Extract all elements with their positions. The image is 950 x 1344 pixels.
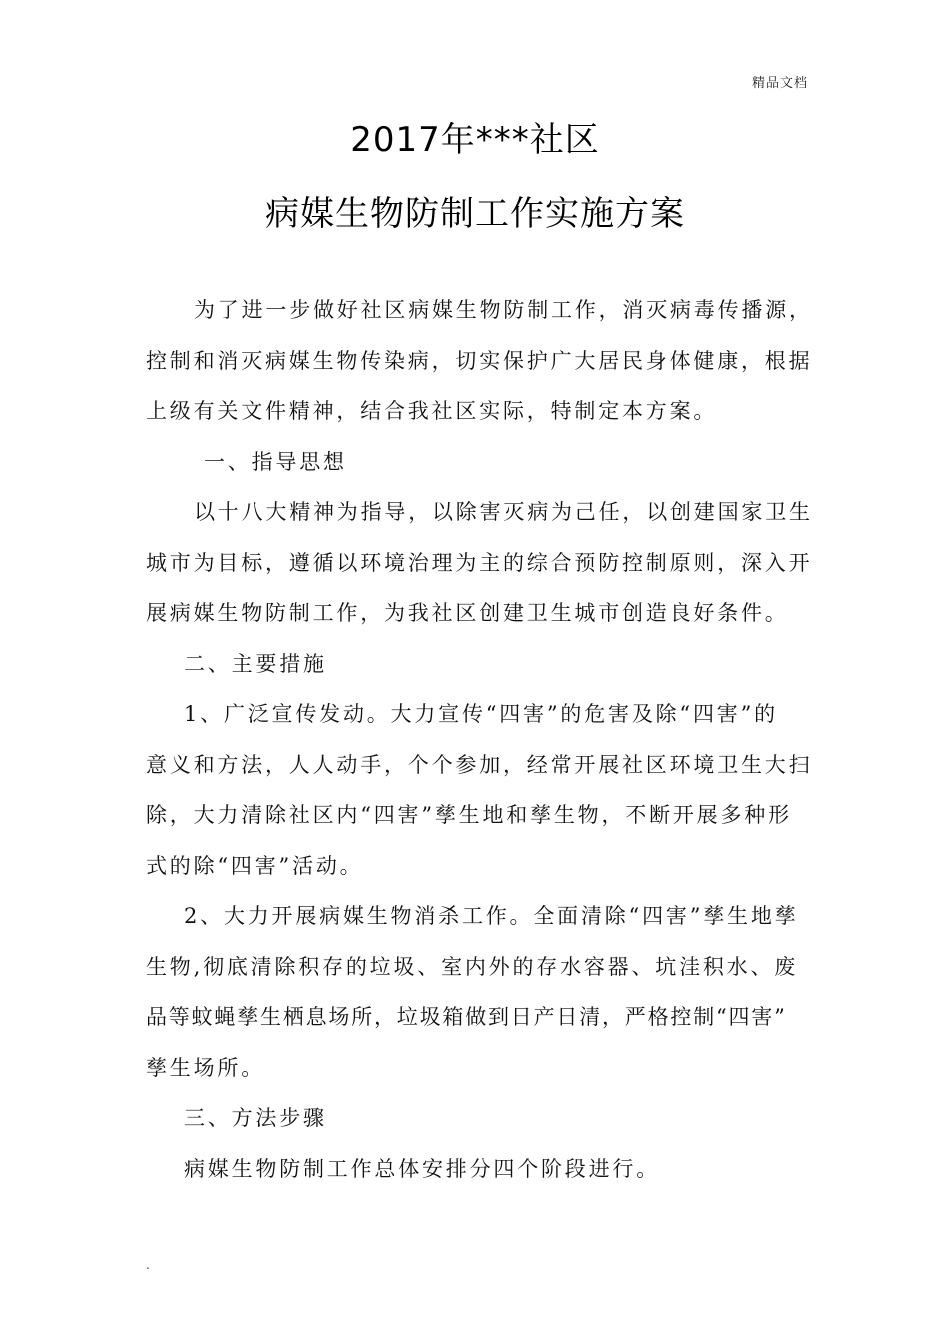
measure-2-paragraph-line: 孳生场所。 xyxy=(146,1055,265,1080)
section-heading-methods-steps: 三、方法步骤 xyxy=(184,1106,327,1130)
measure-1-paragraph-line: 除，大力清除社区内“四害”孳生地和孳生物，不断开展多种形 xyxy=(146,803,792,827)
methods-paragraph-line: 病媒生物防制工作总体安排分四个阶段进行。 xyxy=(184,1156,660,1181)
section-heading-guiding-ideology: 一、指导思想 xyxy=(204,449,347,474)
guiding-paragraph-line: 展病媒生物防制工作，为我社区创建卫生城市创造良好条件。 xyxy=(146,601,789,625)
intro-paragraph-line: 为了进一步做好社区病媒生物防制工作，消灭病毒传播源， xyxy=(194,298,813,322)
guiding-paragraph-line: 城市为目标，遵循以环境治理为主的综合预防控制原则，深入开 xyxy=(146,550,813,575)
measure-2-paragraph-line: 生物,彻底清除积存的垃圾、室内外的存水容器、坑洼积水、废 xyxy=(146,954,799,979)
header-tag: 精品文档 xyxy=(751,76,808,91)
intro-paragraph-line: 控制和消灭病媒生物传染病，切实保护广大居民身体健康，根据 xyxy=(146,348,813,373)
guiding-paragraph-line: 以十八大精神为指导，以除害灭病为己任，以创建国家卫生 xyxy=(194,500,813,524)
measure-2-paragraph-line: 品等蚊蝇孳生栖息场所，垃圾箱做到日产日清，严格控制“四害” xyxy=(146,1005,787,1029)
measure-1-paragraph-line: 1、广泛宣传发动。大力宣传“四害”的危害及除“四害”的 xyxy=(184,702,778,726)
measure-1-paragraph-line: 式的除“四害”活动。 xyxy=(146,853,364,878)
section-heading-main-measures: 二、主要措施 xyxy=(184,651,327,676)
document-body xyxy=(146,290,813,1199)
intro-paragraph-line: 上级有关文件精神，结合我社区实际，特制定本方案。 xyxy=(146,399,718,423)
measure-1-paragraph-line: 意义和方法，人人动手，个个参加，经常开展社区环境卫生大扫 xyxy=(146,752,813,777)
measure-2-paragraph-line: 2、大力开展病媒生物消杀工作。全面清除“四害”孳生地孳 xyxy=(184,904,799,928)
footer-mark: . xyxy=(146,1258,150,1272)
document-title-line-1: 2017年***社区 xyxy=(350,120,600,160)
document-title-line-2: 病媒生物防制工作实施方案 xyxy=(265,194,685,234)
